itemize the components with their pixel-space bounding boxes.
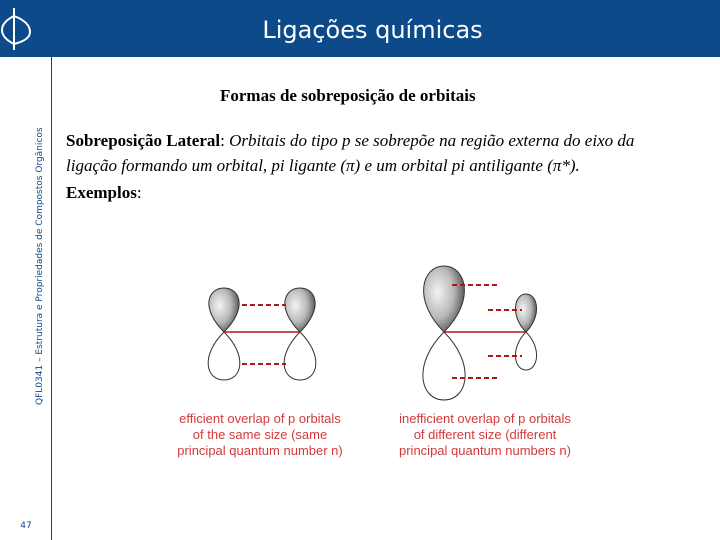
orbital-lobe <box>208 332 240 380</box>
page-number: 47 <box>20 521 32 531</box>
orbital-diagram <box>160 260 600 410</box>
slide-title: Ligações químicas <box>262 16 483 44</box>
paragraph-text <box>66 128 681 178</box>
orbital-lobe <box>515 332 536 370</box>
orbital-lobe <box>424 266 465 332</box>
caption-line: of the same size (same <box>192 427 328 442</box>
orbital-lobe <box>284 332 316 380</box>
course-label: QFL0341 – Estrutura e Propriedades de Compostos Orgânicos <box>35 127 45 405</box>
caption-right <box>380 411 590 459</box>
body-paragraph <box>66 128 706 205</box>
section-subtitle: Formas de sobreposição de orbitais <box>220 86 476 105</box>
orbital-lobe <box>209 288 239 332</box>
caption-line: of different size (different <box>413 427 557 442</box>
caption-left <box>160 411 360 459</box>
orbital-overlap-figure <box>160 260 600 460</box>
para-bold: Sobreposição Lateral <box>66 131 221 150</box>
examples-line <box>66 180 706 205</box>
para-italic: Orbitais do tipo p se sobrepõe na região externa do eixo da ligação formando um orbital, pi ligante (π) e um orbital pi antiligante (π*). <box>66 131 635 175</box>
caption-line: principal quantum numbers n) <box>399 443 571 458</box>
orbital-lobe <box>285 288 315 332</box>
sidebar-divider <box>51 57 52 540</box>
caption-line: principal quantum number n) <box>177 443 343 458</box>
examples-colon: : <box>136 183 142 202</box>
orbital-lobe <box>515 294 536 332</box>
caption-line: inefficient overlap of p orbitals <box>399 411 571 426</box>
orbital-lobe <box>423 332 465 400</box>
caption-line: efficient overlap of p orbitals <box>179 411 341 426</box>
para-colon: : <box>220 131 230 150</box>
examples-label: Exemplos <box>66 183 137 202</box>
